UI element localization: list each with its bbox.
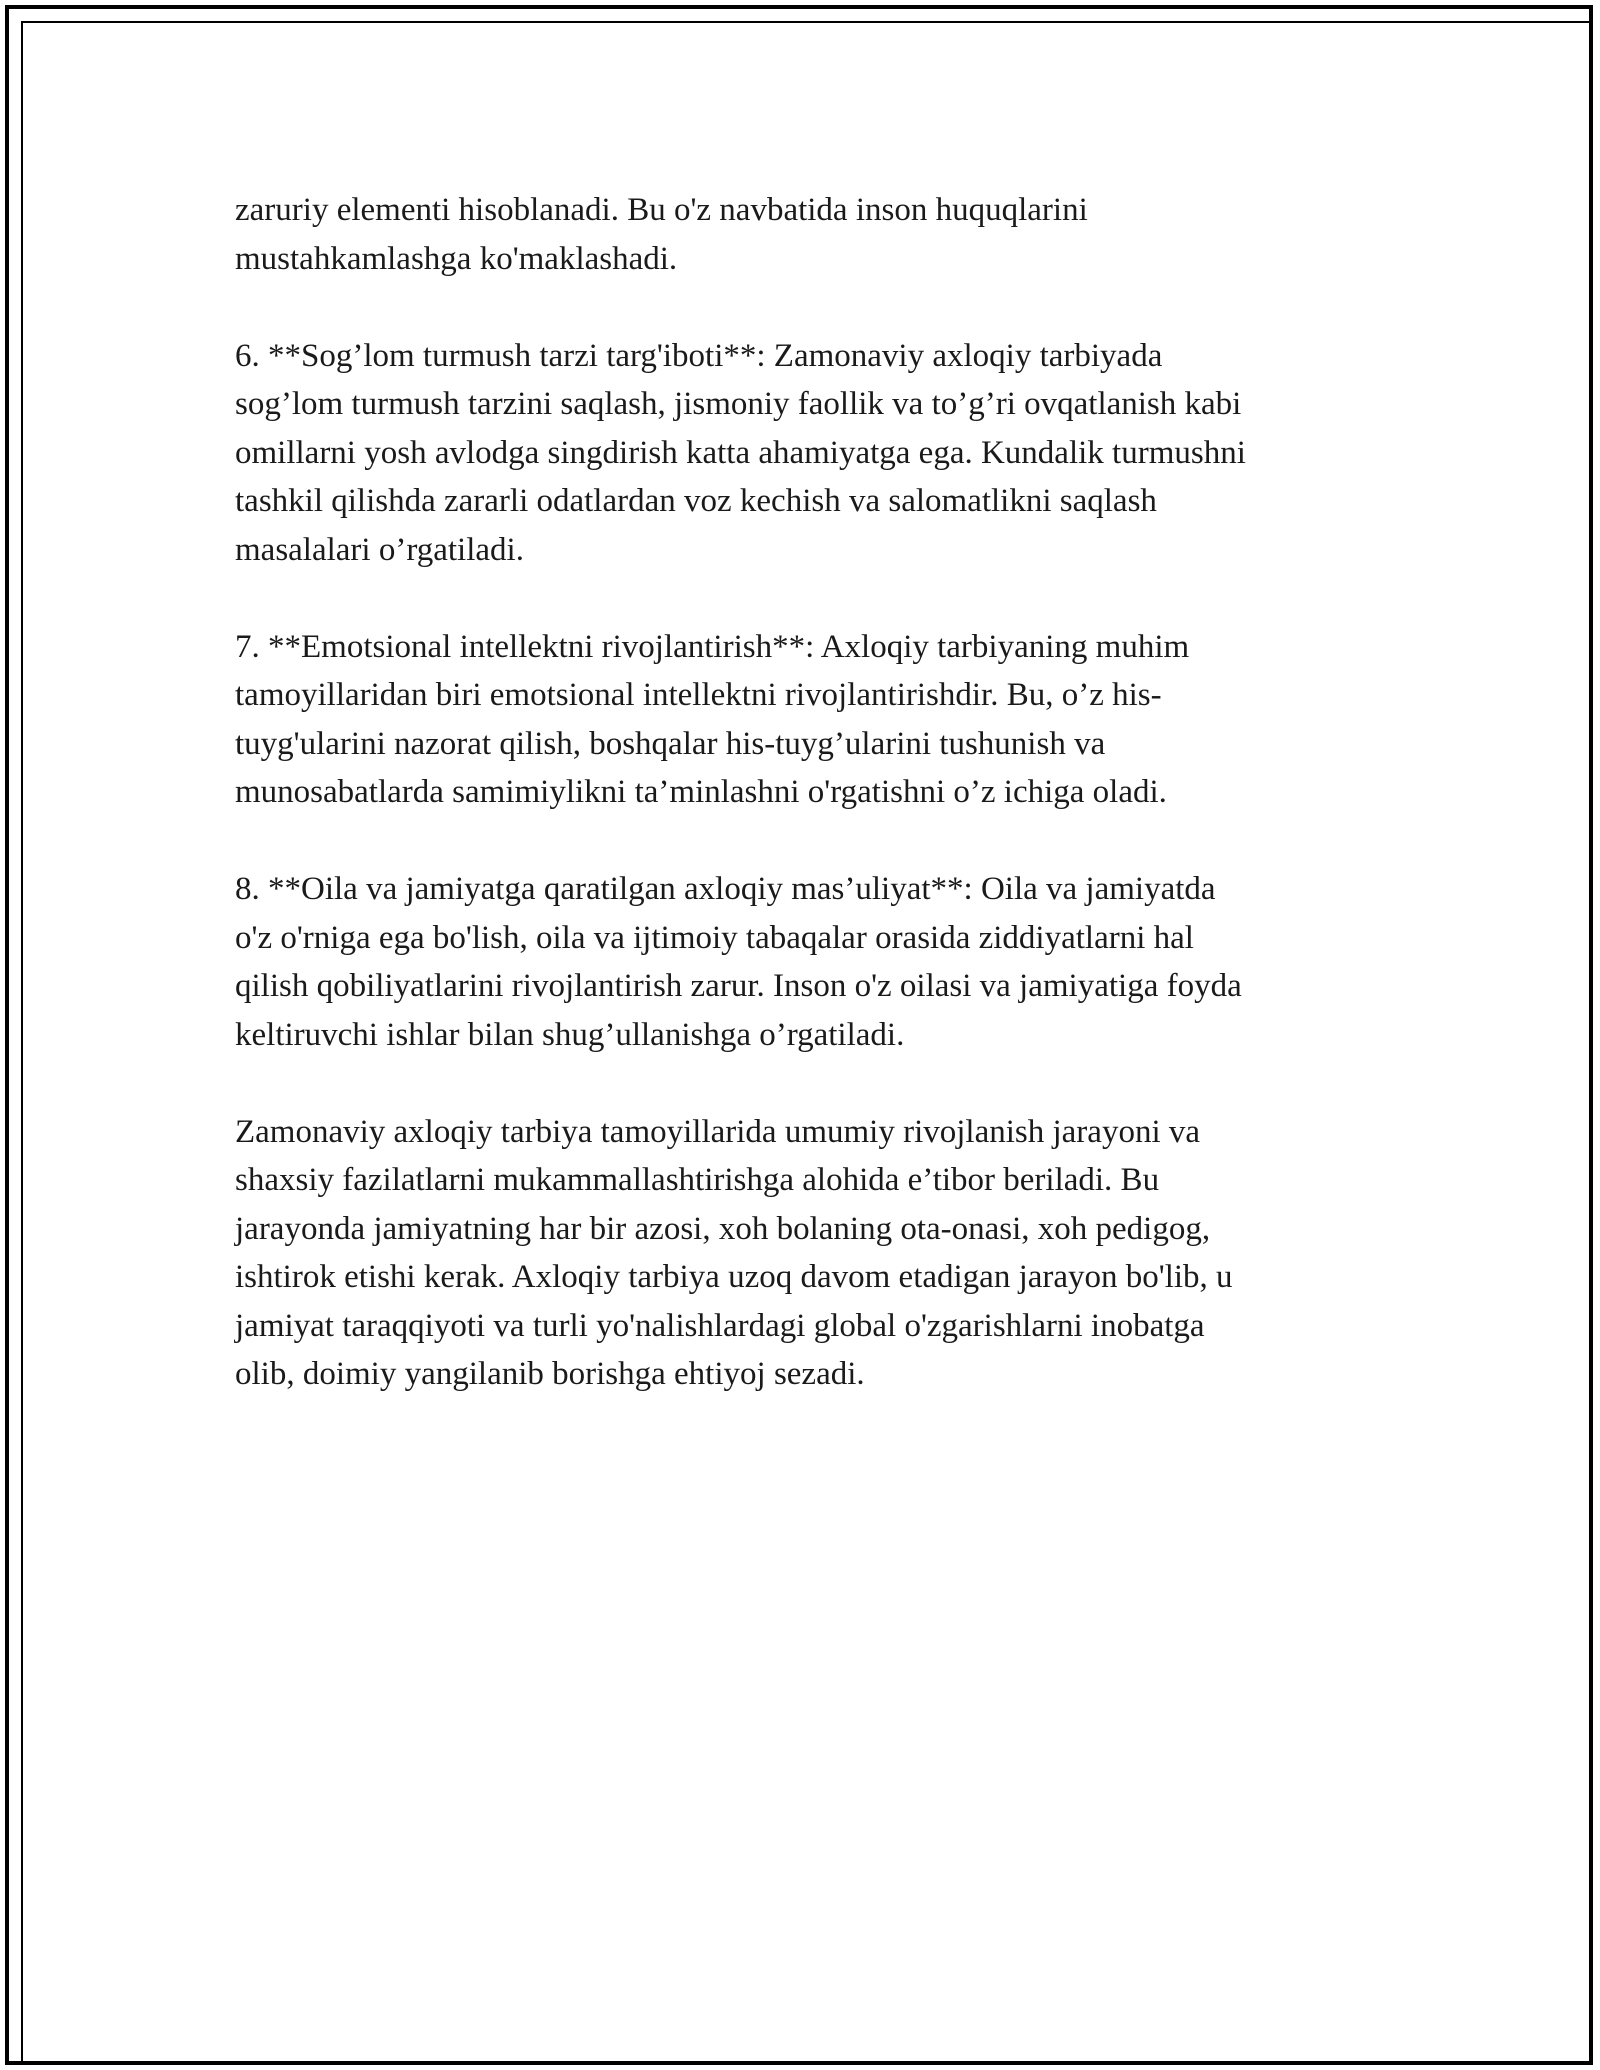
text-line: omillarni yosh avlodga singdirish katta ahamiyatga ega. Kundalik turmushni xyxy=(235,434,1246,471)
text-line: 7. **Emotsional intellektni rivojlantirish**: Axloqiy tarbiyaning muhim xyxy=(235,628,1190,665)
paragraph-item-7 xyxy=(235,623,1375,817)
text-line: ishtirok etishi kerak. Axloqiy tarbiya uzoq davom etadigan jarayon bo'lib, u xyxy=(235,1259,1233,1295)
text-line: Zamonaviy axloqiy tarbiya tamoyillarida umumiy rivojlanish jarayoni va xyxy=(235,1113,1201,1150)
text-line: munosabatlarda samimiylikni ta’minlashni o'rgatishni o’z ichiga oladi. xyxy=(235,774,1167,810)
text-line: sog’lom turmush tarzini saqlash, jismoniy faollik va to’g’ri ovqatlanish kabi xyxy=(235,386,1242,422)
text-line: jarayonda jamiyatning har bir azosi, xoh bolaning ota-onasi, xoh pedigog, xyxy=(235,1210,1211,1247)
text-line: tamoyillaridan biri emotsional intellektni rivojlantirishdir. Bu, o’z his- xyxy=(235,677,1162,713)
text-line: shaxsiy fazilatlarni mukammallashtirishga alohida e’tibor beriladi. Bu xyxy=(235,1162,1160,1198)
text-line: tuyg'ularini nazorat qilish, boshqalar his-tuyg’ularini tushunish va xyxy=(235,725,1106,762)
text-line: tashkil qilishda zararli odatlardan voz kechish va salomatlikni saqlash xyxy=(235,483,1157,519)
text-line: o'z o'rniga ega bo'lish, oila va ijtimoiy tabaqalar orasida ziddiyatlarni hal xyxy=(235,919,1194,956)
text-line: olib, doimiy yangilanib borishga ehtiyoj sezadi. xyxy=(235,1356,865,1392)
text-line: keltiruvchi ishlar bilan shug’ullanishga o’rgatiladi. xyxy=(235,1016,905,1053)
paragraph-conclusion xyxy=(235,1108,1375,1399)
text-line: masalalari o’rgatiladi. xyxy=(235,531,524,568)
text-line: 8. **Oila va jamiyatga qaratilgan axloqiy mas’uliyat**: Oila va jamiyatda xyxy=(235,871,1216,907)
document-body xyxy=(235,186,1375,1447)
text-line: zaruriy elementi hisoblanadi. Bu o'z navbatida inson huquqlarini xyxy=(235,192,1088,228)
text-line: jamiyat taraqqiyoti va turli yo'nalishlardagi global o'zgarishlarni inobatga xyxy=(235,1307,1205,1344)
paragraph-item-6 xyxy=(235,332,1375,575)
paragraph-continuation xyxy=(235,186,1375,283)
text-line: 6. **Sog’lom turmush tarzi targ'iboti**: Zamonaviy axloqiy tarbiyada xyxy=(235,337,1163,374)
text-line: mustahkamlashga ko'maklashadi. xyxy=(235,240,678,277)
paragraph-item-8 xyxy=(235,865,1375,1059)
text-line: qilish qobiliyatlarini rivojlantirish zarur. Inson o'z oilasi va jamiyatiga foyda xyxy=(235,968,1242,1004)
